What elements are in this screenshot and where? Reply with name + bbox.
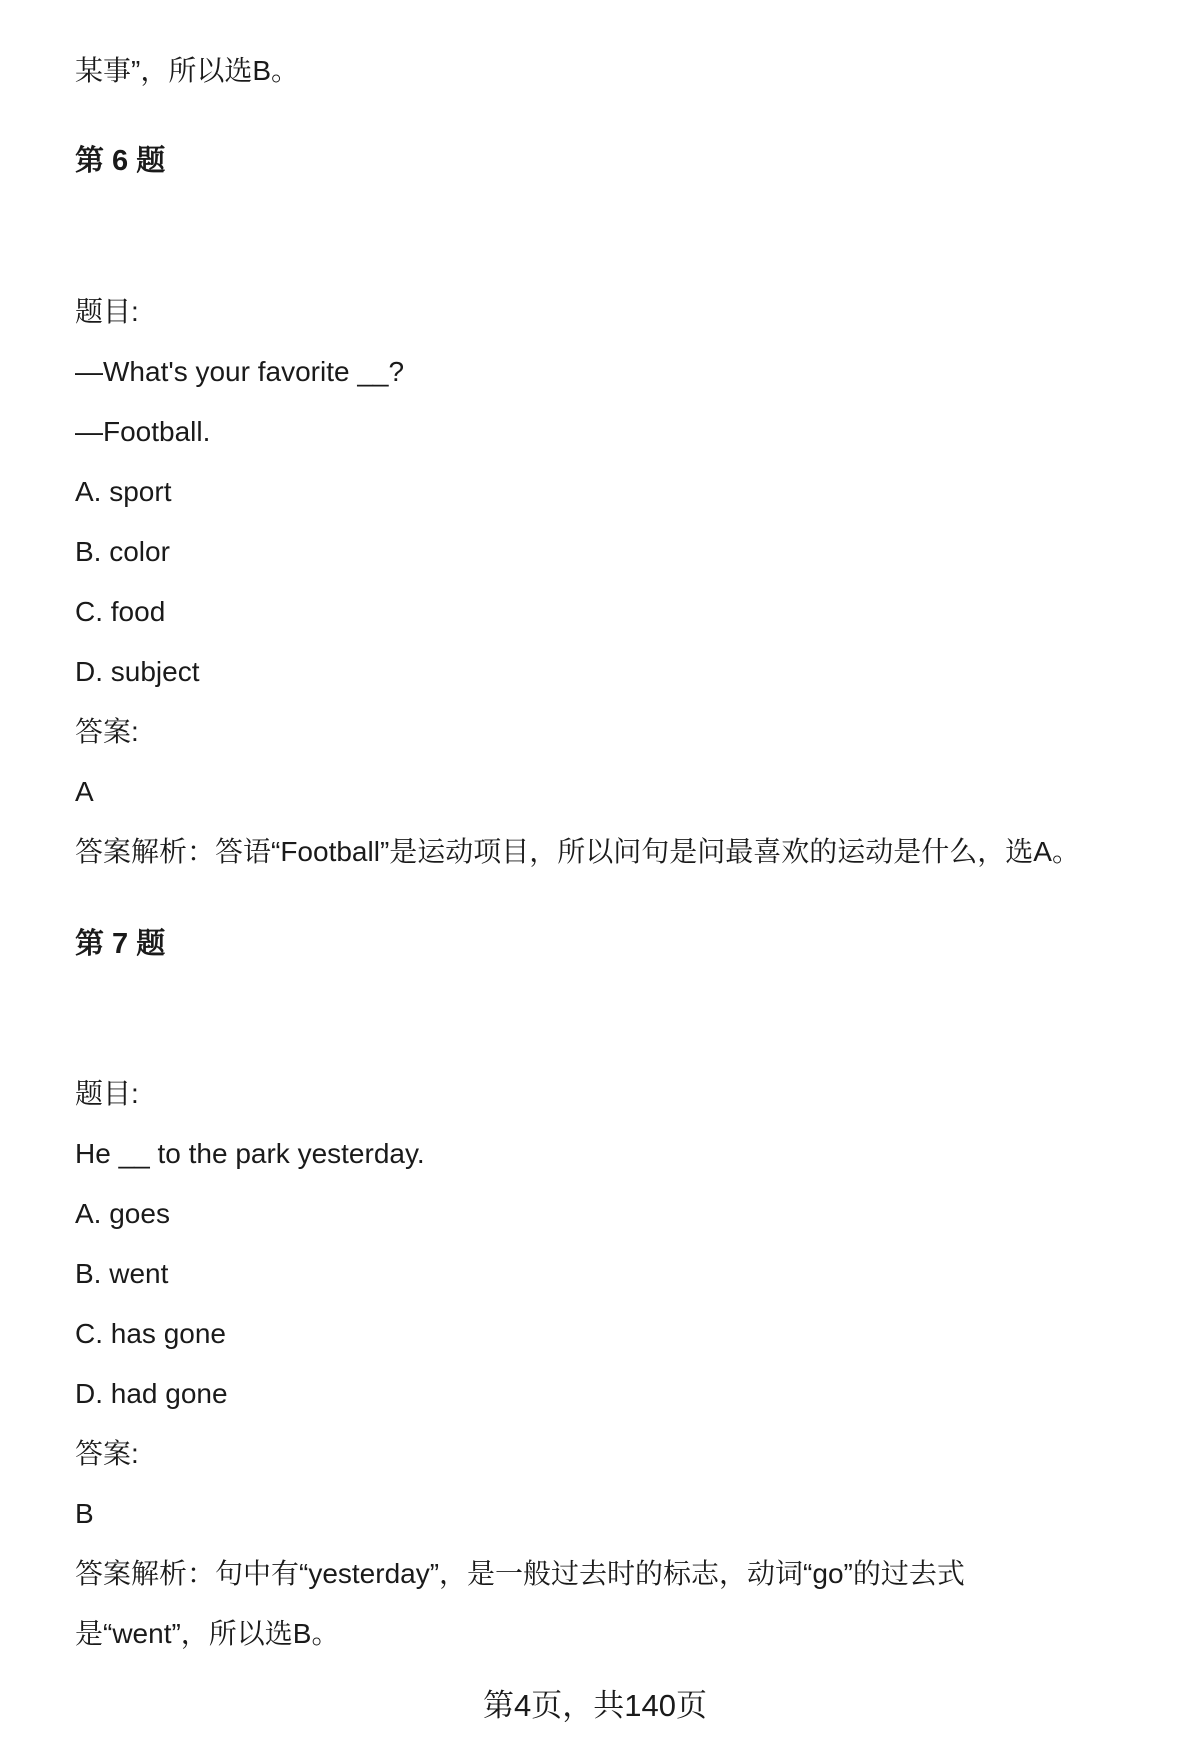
question-7-heading: 第 7 题 — [75, 928, 166, 960]
question-6-heading: 第 6 题 — [75, 145, 166, 177]
question-6-option-b: B. color — [75, 536, 170, 567]
question-6-option-a: A. sport — [75, 476, 172, 507]
question-7-option-a: A. goes — [75, 1198, 170, 1229]
question-6-answer-label: 答案: — [75, 716, 139, 747]
page-footer: 第4页，共140页 — [483, 1688, 707, 1723]
question-6-option-c: C. food — [75, 596, 166, 627]
question-7-option-d: D. had gone — [75, 1378, 228, 1409]
question-7-option-b: B. went — [75, 1258, 169, 1289]
question-7-explanation-line-1: 答案解析：句中有“yesterday”，是一般过去时的标志，动词“go”的过去式 — [75, 1558, 965, 1589]
question-6-prompt-label: 题目: — [75, 296, 139, 327]
question-7-stem-line-1: He __ to the park yesterday. — [75, 1138, 425, 1169]
question-7-prompt-label: 题目: — [75, 1078, 139, 1109]
question-6-stem-line-1: —What's your favorite __? — [75, 356, 405, 387]
question-7-answer: B — [75, 1498, 94, 1529]
question-6-explanation: 答案解析：答语“Football”是运动项目，所以问句是问最喜欢的运动是什么，选A。 — [75, 836, 1080, 867]
question-7-explanation-line-2: 是“went”，所以选B。 — [75, 1618, 340, 1649]
question-6-stem-line-2: —Football. — [75, 416, 211, 447]
question-7-answer-label: 答案: — [75, 1438, 139, 1469]
question-7-option-c: C. has gone — [75, 1318, 226, 1349]
continuation-text: 某事”，所以选B。 — [75, 55, 300, 86]
question-6-option-d: D. subject — [75, 656, 200, 687]
question-6-answer: A — [75, 776, 94, 807]
